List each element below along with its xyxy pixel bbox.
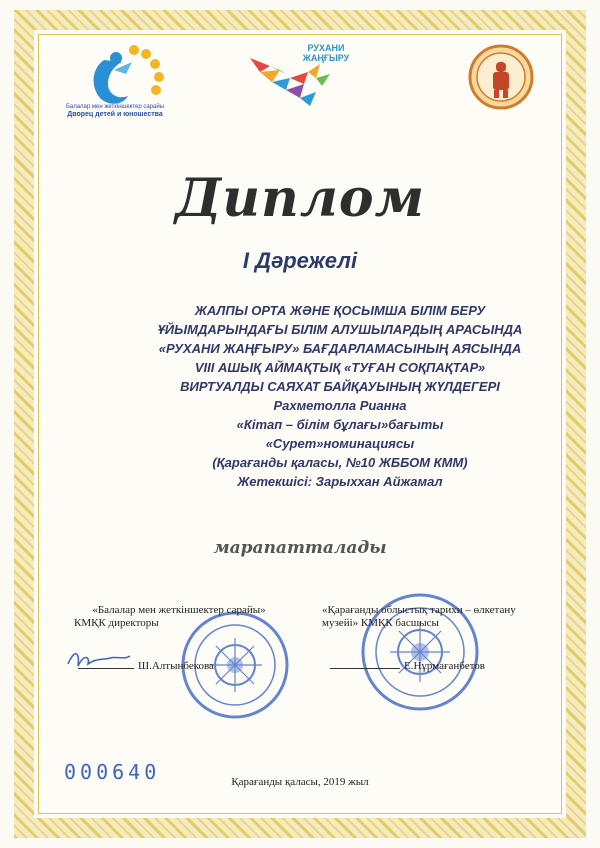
signature-line: [330, 668, 400, 669]
awardee-supervisor: Жетекшісі: Зарыххан Айжамал: [237, 474, 443, 489]
award-line: ЖАЛПЫ ОРТА ЖӘНЕ ҚОСЫМША БІЛІМ БЕРУ: [194, 303, 486, 318]
signatory-right-role: музейі» КМҚК басшысы: [322, 617, 439, 629]
serial-number: 000640: [64, 760, 161, 784]
award-nomination: «Сурет»номинациясы: [265, 436, 415, 451]
award-line: ВИРТУАЛДЫ САЯХАТ БАЙҚАУЫНЫҢ ЖҮЛДЕГЕРІ: [180, 379, 500, 394]
signatory-right: [322, 604, 572, 630]
awardee-school: (Қарағанды қаласы, №10 ЖББОМ КММ): [212, 455, 468, 470]
award-line: VIII АШЫҚ АЙМАҚТЫҚ «ТУҒАН СОҚПАҚТАР»: [194, 360, 486, 375]
palace-caption-ru: Дворец детей и юношества: [67, 111, 163, 118]
signatory-left-role: КМҚК директоры: [74, 617, 159, 629]
award-line: ҰЙЫМДАРЫНДАҒЫ БІЛІМ АЛУШЫЛАРДЫҢ АРАСЫНДА: [157, 322, 523, 337]
diploma-title: Диплом: [174, 168, 426, 229]
signatory-right-name-line: [330, 660, 510, 672]
award-direction: «Кітап – білім бұлағы»бағыты: [236, 417, 444, 432]
signatory-left-name: Ш.Алтынбекова: [138, 660, 214, 672]
museum-emblem: [468, 44, 534, 110]
signature-line: [78, 668, 134, 669]
signatory-right-name: Е.Нұрмағанбетов: [404, 660, 485, 672]
award-text: [150, 301, 530, 491]
signatory-left-org: «Балалар мен жеткіншектер сарайы»: [92, 604, 266, 616]
signatory-left-name-line: [78, 660, 258, 672]
signatory-right-org: «Қарағанды облыстық тарихи – өлкетану: [322, 604, 516, 616]
palace-caption-kz: Балалар мен жеткіншектер сарайы: [65, 104, 165, 110]
awardee-name: Рахметолла Рианна: [273, 398, 407, 413]
award-line: «РУХАНИ ЖАҢҒЫРУ» БАҒДАРЛАМАСЫНЫҢ АЯСЫНДА: [158, 341, 522, 356]
footer-place-year: Қарағанды қаласы, 2019 жыл: [231, 776, 369, 788]
diploma-degree: I Дәрежелі: [242, 248, 358, 273]
awarded-caption: марапатталады: [213, 538, 387, 558]
signatory-left: [64, 604, 294, 630]
palace-logo-caption: [56, 104, 174, 118]
rukhani-zhangyru-text: РУХАНИ ЖАҢҒЫРУ: [302, 43, 350, 63]
